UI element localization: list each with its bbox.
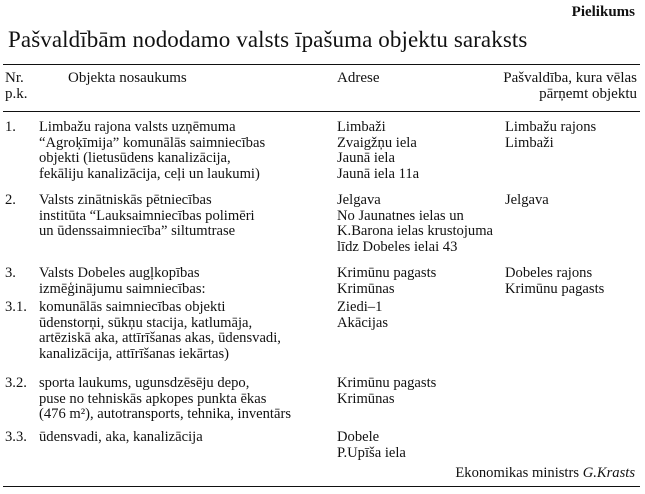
object-address: Jelgava No Jaunatnes ielas un K.Barona ielas krustojuma līdz Dobeles ielai 43 bbox=[337, 192, 494, 255]
object-address: Krimūnu pagasts Krimūnas bbox=[337, 375, 437, 407]
object-address: Limbaži Zvaigžņu iela Jaunā iela Jaunā iela 11a bbox=[337, 119, 420, 182]
object-address: Dobele P.Upīša iela bbox=[337, 429, 406, 461]
signature bbox=[455, 465, 635, 482]
row-number: 3.3. bbox=[5, 429, 27, 445]
object-address: Krimūnu pagasts Krimūnas bbox=[337, 265, 437, 297]
appendix-label: Pielikums bbox=[571, 4, 635, 20]
row-number: 3. bbox=[5, 265, 16, 281]
table-top-rule bbox=[3, 64, 640, 65]
object-name: sporta laukums, ugunsdzēsēju depo, puse no tehniskās apkopes punkta ēkas (476 m²), autotransports, tehnika, inventārs bbox=[39, 375, 292, 423]
column-header-municipality: Pašvaldība, kura vēlas pārņemt objektu bbox=[503, 70, 637, 102]
object-name: Limbažu rajona valsts uzņēmuma “Agroķīmija” komunālās saimniecības objekti (lietusūdens kanalizācija, fekāliju kanalizācija, ceļi un laukumi) bbox=[39, 119, 266, 182]
object-address: Ziedi–1 Akācijas bbox=[337, 299, 389, 331]
signature-title: Ekonomikas ministrs bbox=[455, 465, 580, 481]
object-name: ūdensvadi, aka, kanalizācija bbox=[39, 429, 203, 445]
object-name: Valsts Dobeles augļkopības izmēģinājumu saimniecības: bbox=[39, 265, 206, 297]
row-number: 2. bbox=[5, 192, 16, 208]
column-header-address: Adrese bbox=[337, 70, 380, 86]
column-header-name: Objekta nosaukums bbox=[68, 70, 187, 86]
row-number: 3.2. bbox=[5, 375, 27, 391]
table-bottom-rule bbox=[3, 486, 640, 487]
object-municipality: Limbažu rajons Limbaži bbox=[505, 119, 597, 151]
row-number: 3.1. bbox=[5, 299, 27, 315]
object-municipality: Jelgava bbox=[505, 192, 549, 208]
signature-name: G.Krasts bbox=[582, 465, 635, 481]
object-name: Valsts zinātniskās pētniecības institūta “Lauksaimniecības polimēri un ūdenssaimniecība” siltumtrase bbox=[39, 192, 255, 240]
row-number: 1. bbox=[5, 119, 16, 135]
object-municipality: Dobeles rajons Krimūnu pagasts bbox=[505, 265, 605, 297]
page-title: Pašvaldībām nododamo valsts īpašuma objektu saraksts bbox=[8, 27, 528, 52]
column-header-nr: Nr. p.k. bbox=[5, 70, 28, 102]
table-header-rule bbox=[3, 111, 640, 112]
object-name: komunālās saimniecības objekti ūdenstorņi, sūkņu stacija, katlumāja, artēziskā aka, attīrīšanas akas, ūdensvadi, kanalizācija, attīrīšanas iekārtas) bbox=[39, 299, 281, 362]
